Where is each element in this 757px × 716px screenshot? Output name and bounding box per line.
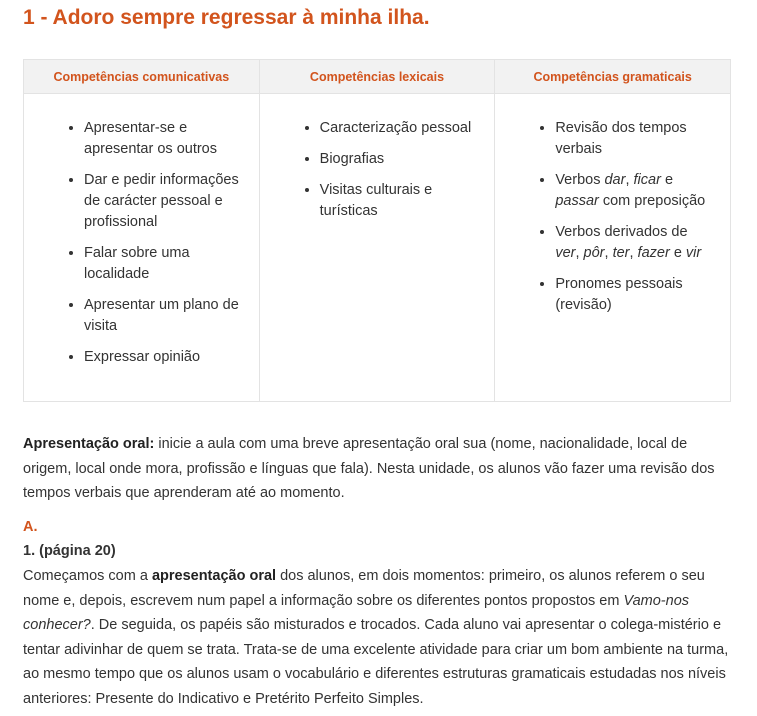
list-item: • Revisão dos tempos verbais: [555, 118, 712, 160]
paragraph-text: dos alunos, em dois momentos: primeiro, os alunos referem o seu nome e, depois, escrevem num papel a informação sobre os diferentes pontos propostos em: [23, 568, 705, 609]
text: ,: [625, 172, 634, 188]
table-row: [24, 94, 731, 402]
italic-verb: pôr: [583, 245, 605, 261]
italic-title: Vamo-nos conhecer?: [23, 592, 690, 633]
italic-verb: vir: [685, 245, 702, 261]
italic-verb: passar: [555, 193, 599, 209]
list-item: • Caracterização pessoal: [320, 118, 477, 139]
header-lexicais: Competências lexicais: [259, 60, 495, 94]
header-gramaticais: Competências gramaticais: [495, 60, 731, 94]
competencies-table: [23, 59, 731, 402]
list-item: • Biografias: [320, 149, 477, 170]
intro-paragraph: [23, 432, 735, 506]
list-item: • Falar sobre uma localidade: [84, 243, 241, 285]
cell-lexicais: [259, 94, 495, 402]
list-item: • Dar e pedir informações de carácter pessoal e profissional: [84, 170, 241, 233]
italic-verb: ver: [555, 245, 576, 261]
text: e: [660, 172, 674, 188]
text: Verbos: [555, 172, 605, 188]
italic-verb: ter: [612, 245, 630, 261]
section-heading-a: A.: [23, 519, 38, 535]
list-item: • Pronomes pessoais (revisão): [555, 274, 712, 316]
text: ,: [629, 245, 638, 261]
page-title: 1 - Adoro sempre regressar à minha ilha.: [23, 6, 430, 29]
list-comunicativas: [24, 94, 259, 368]
subsection-heading: 1. (página 20): [23, 543, 116, 559]
paragraph-text: . De seguida, os papéis são misturados e trocados. Cada aluno vai apresentar o colega-mistério e tentar adivinhar de quem se trata. Trata-se de uma excelente atividade para criar um bom ambiente na turma, ao mesmo tempo que os alunos usam o vocabulário e diferentes estruturas gramaticais estudadas nos níveis anteriores: Presente do Indicativo e Pretérito Perfeito Simples.: [23, 617, 729, 707]
list-item: • Apresentar um plano de visita: [84, 295, 241, 337]
paragraph-text: inicie a aula com uma breve apresentação oral sua (nome, nacionalidade, local de origem, local onde mora, profissão e línguas que fala). Nesta unidade, os alunos vão fazer uma revisão dos tempos verbais que aprenderam até ao momento.: [23, 436, 715, 501]
bold-term: apresentação oral: [151, 568, 277, 584]
cell-comunicativas: [24, 94, 260, 402]
italic-verb: fazer: [637, 245, 670, 261]
cell-gramaticais: [495, 94, 731, 402]
header-comunicativas: Competências comunicativas: [24, 60, 260, 94]
paragraph-text: Começamos com a: [23, 568, 152, 584]
list-gramaticais: [495, 94, 730, 316]
activity-paragraph: [23, 564, 735, 711]
italic-verb: ficar: [633, 172, 661, 188]
list-item: • Visitas culturais e turísticas: [320, 180, 477, 222]
list-item: [555, 170, 712, 212]
list-lexicais: [260, 94, 495, 222]
text: e: [669, 245, 686, 261]
text: com preposição: [598, 193, 706, 209]
table-header-row: [24, 60, 731, 94]
text: ,: [575, 245, 584, 261]
bold-lead: Apresentação oral:: [23, 436, 155, 452]
list-item: • Apresentar-se e apresentar os outros: [84, 118, 241, 160]
italic-verb: dar: [604, 172, 626, 188]
text: ,: [604, 245, 613, 261]
text: Verbos derivados de: [555, 224, 688, 240]
list-item: [555, 222, 712, 264]
list-item: • Expressar opinião: [84, 347, 241, 368]
